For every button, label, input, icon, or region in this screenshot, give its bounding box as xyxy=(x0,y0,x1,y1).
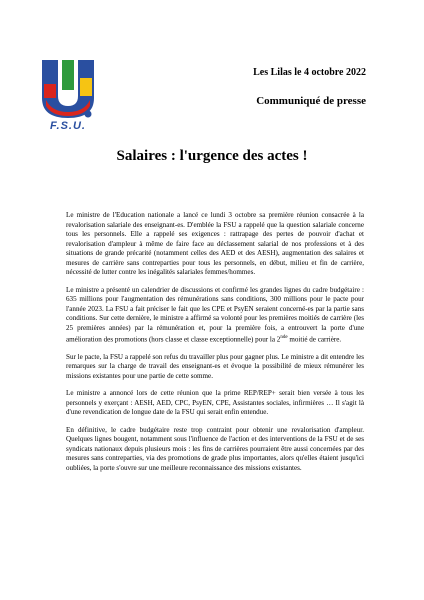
document-type: Communiqué de presse xyxy=(256,95,366,107)
fsu-logo xyxy=(38,56,98,120)
paragraph-budget-text: Le ministre a présenté un calendrier de discussions et confirmé les grandes lignes du cadre budgétaire : 635 millions pour l'augmentation des rémunérations sans conditions, 300 millions pour le pacte pour l'année 2023. La FSU a fait préciser le fait que les CPE et PsyEN seraient concerné-es par la partie sans conditions. Sur cette dernière, le ministre a affirmé sa volonté pour les premières moitiés de carrière (les 25 premières années) par la rémunération et, pour la première fois, a entrouvert la porte d'une amélioration des promotions (hors classe et classe exceptionnelle) pour la 2 xyxy=(66,285,364,344)
paragraph-pacte: Sur le pacte, la FSU a rappelé son refus du travailler plus pour gagner plus. Le ministre a dit entendre les remarques sur la charge de travail des enseignant-es et évoque la possibilité de mieux rémunérer les missions existantes pour une partie de cette somme. xyxy=(66,352,364,380)
document-date: Les Lilas le 4 octobre 2022 xyxy=(253,67,366,78)
logo-caption: F.S.U. xyxy=(50,120,86,132)
ordinal-superscript: nde xyxy=(280,335,288,340)
paragraph-intro: Le ministre de l'Education nationale a lancé ce lundi 3 octobre sa première réunion consacrée à la revalorisation salariale des enseignant-es. D'emblée la FSU a rappelé que la question salariale concerne tous les personnels. Elle a rappelé ses exigences : rattrapage des pertes de pouvoir d'achat et revalorisation d'ampleur à même de faire face au déclassement salarial de nos professions et à des situations de grande précarité (notamment celles des AED et des AESH), augmentation des salaires et mesures de carrière sans contreparties pour tous les personnels, en début, milieu et fin de carrière, nécessité de lutter contre les inégalités salariales femmes/hommes. xyxy=(66,211,364,276)
paragraph-budget xyxy=(66,286,364,345)
page-title: Salaires : l'urgence des actes ! xyxy=(116,148,308,164)
paragraph-prime: Le ministre a annoncé lors de cette réunion que la prime REP/REP+ serait bien versée à tous les personnels y exerçant : AESH, AED, CPC, PsyEN, CPE, Assistantes sociales, infirmières … Il s'agit là d'une revendication de longue date de la FSU qui serait enfin entendue. xyxy=(66,389,364,417)
paragraph-budget-end: moitié de carrière. xyxy=(287,335,342,344)
document-body xyxy=(66,211,364,473)
paragraph-conclusion: En définitive, le cadre budgétaire reste trop contraint pour obtenir une revalorisation d'ampleur. Quelques lignes bougent, notamment sous l'influence de l'action et des interventions de la FSU et de ses syndicats nationaux depuis plusieurs mois : les fins de carrières pourraient être aussi concernées par des mesures sans contreparties, via des promotions de grade plus importantes, alors qu'elles étaient jusqu'ici oubliées, la porte s'ouvre sur une meilleure reconnaissance des missions existantes. xyxy=(66,425,364,472)
